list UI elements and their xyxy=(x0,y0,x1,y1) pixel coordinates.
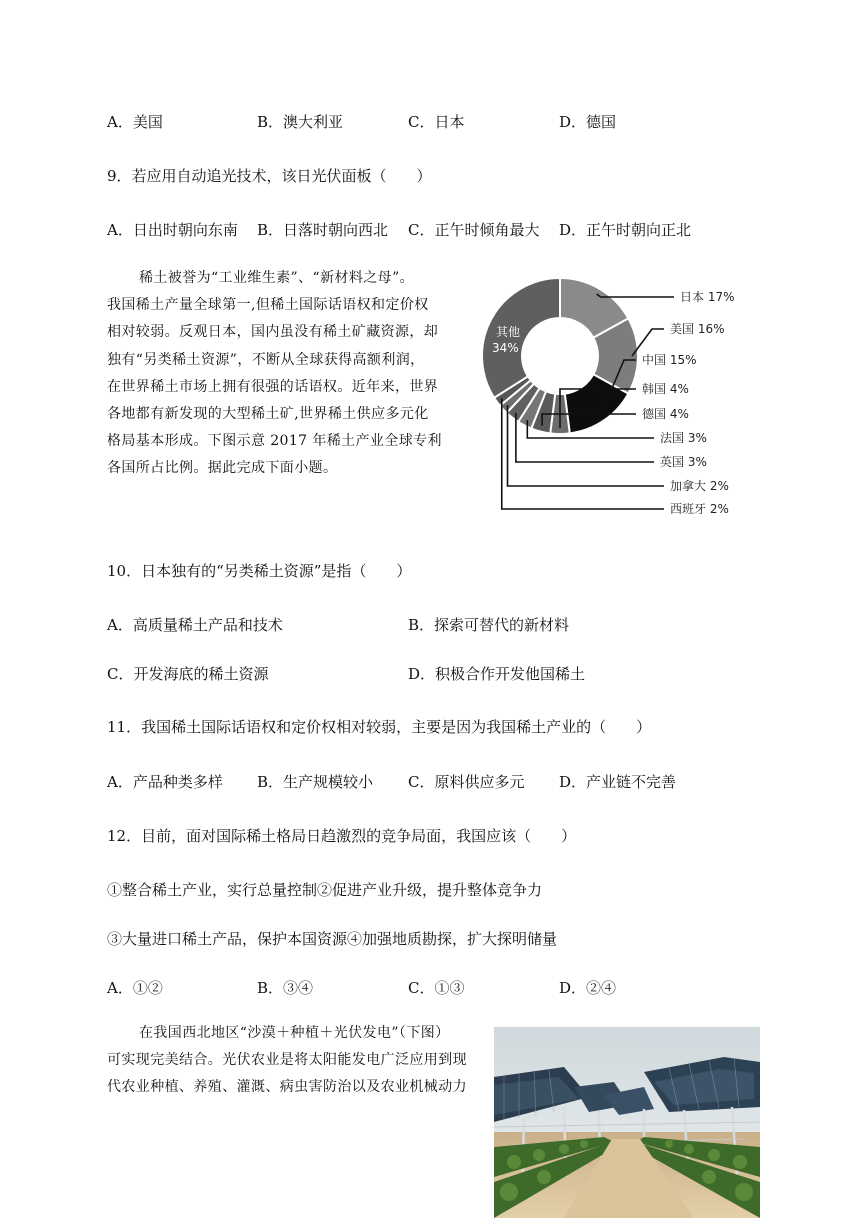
legend-label-9: 西班牙 2% xyxy=(670,502,729,516)
passage-line: 独有“另类稀土资源”，不断从全球获得高额利润， xyxy=(107,351,425,368)
passage-rare-earth xyxy=(107,265,457,483)
q11-stem: 11．我国稀土国际话语权和定价权相对较弱，主要是因为我国稀土产业的（ ） xyxy=(107,718,652,736)
q12-option-c: C．①③ xyxy=(408,979,465,997)
legend-label-8: 加拿大 2% xyxy=(670,479,729,493)
q8-option-d: D．德国 xyxy=(559,113,617,131)
legend-label-4: 韩国 4% xyxy=(642,382,689,396)
legend-label-6: 法国 3% xyxy=(660,431,707,445)
q12-option-d: D．②④ xyxy=(559,979,617,997)
q10-option-b: B．探索可替代的新材料 xyxy=(408,616,570,634)
passage-line: 各地都有新发现的大型稀土矿,世界稀土供应多元化 xyxy=(107,406,429,423)
passage-line: 在我国西北地区“沙漠＋种植＋光伏发电”（下图） xyxy=(139,1025,450,1041)
q9-option-d: D．正午时朝向正北 xyxy=(559,221,692,239)
legend-label-5: 德国 4% xyxy=(642,407,689,421)
passage-line: 稀土被誉为“工业维生素”、“新材料之母”。 xyxy=(139,270,415,286)
legend-label-2: 美国 16% xyxy=(670,322,725,336)
passage-line: 代农业种植、养殖、灌溉、病虫害防治以及农业机械动力 xyxy=(107,1079,467,1096)
q9-option-b: B．日落时朝向西北 xyxy=(257,221,389,239)
legend-label-3: 中国 15% xyxy=(642,353,697,367)
q10-option-d: D．积极合作开发他国稀土 xyxy=(408,665,586,683)
legend-label-1: 日本 17% xyxy=(680,290,735,304)
q10-option-c: C．开发海底的稀土资源 xyxy=(107,665,269,683)
q10-stem: 10．日本独有的“另类稀土资源”是指（ ） xyxy=(107,562,412,580)
passage-photovoltaic xyxy=(107,1020,487,1102)
q12-item-line: ①整合稀土产业，实行总量控制②促进产业升级，提升整体竞争力 xyxy=(107,881,543,899)
passage-line: 我国稀土产量全球第一,但稀土国际话语权和定价权 xyxy=(107,297,429,314)
q12-item-line: ③大量进口稀土产品，保护本国资源④加强地质勘探，扩大探明储量 xyxy=(107,930,558,948)
q11-option-c: C．原料供应多元 xyxy=(408,773,525,791)
q9-stem: 9．若应用自动追光技术，该日光伏面板（ ） xyxy=(107,167,432,185)
q12-option-b: B．③④ xyxy=(257,979,314,997)
q11-option-a: A．产品种类多样 xyxy=(107,773,223,791)
passage-line: 格局基本形成。下图示意 2017 年稀土产业全球专利 xyxy=(107,433,442,450)
q11-option-b: B．生产规模较小 xyxy=(257,773,374,791)
q9-option-a: A．日出时朝向东南 xyxy=(107,221,238,239)
q10-option-a: A．高质量稀土产品和技术 xyxy=(107,616,283,634)
donut-label-other-value: 34% xyxy=(492,341,519,355)
donut-slice-10 xyxy=(482,278,560,398)
q9-option-c: C．正午时倾角最大 xyxy=(408,221,540,239)
q8-option-b: B．澳大利亚 xyxy=(257,113,344,131)
patent-share-donut-chart xyxy=(470,276,760,526)
q12-option-a: A．①② xyxy=(107,979,163,997)
q8-option-a: A．美国 xyxy=(107,113,163,131)
passage-line: 各国所占比例。据此完成下面小题。 xyxy=(107,460,338,477)
donut-label-other-name: 其他 xyxy=(496,325,521,339)
q11-option-d: D．产业链不完善 xyxy=(559,773,677,791)
passage-line: 相对较弱。反观日本，国内虽没有稀土矿藏资源，却 xyxy=(107,324,439,341)
passage-line: 在世界稀土市场上拥有很强的话语权。近年来，世界 xyxy=(107,378,439,395)
q12-stem: 12．目前，面对国际稀土格局日趋激烈的竞争局面，我国应该（ ） xyxy=(107,827,577,845)
passage-line: 可实现完美结合。光伏农业是将太阳能发电广泛应用到现 xyxy=(107,1052,467,1069)
legend-label-7: 英国 3% xyxy=(660,455,707,469)
photovoltaic-farm-photo xyxy=(494,1027,760,1218)
q8-option-c: C．日本 xyxy=(408,113,465,131)
